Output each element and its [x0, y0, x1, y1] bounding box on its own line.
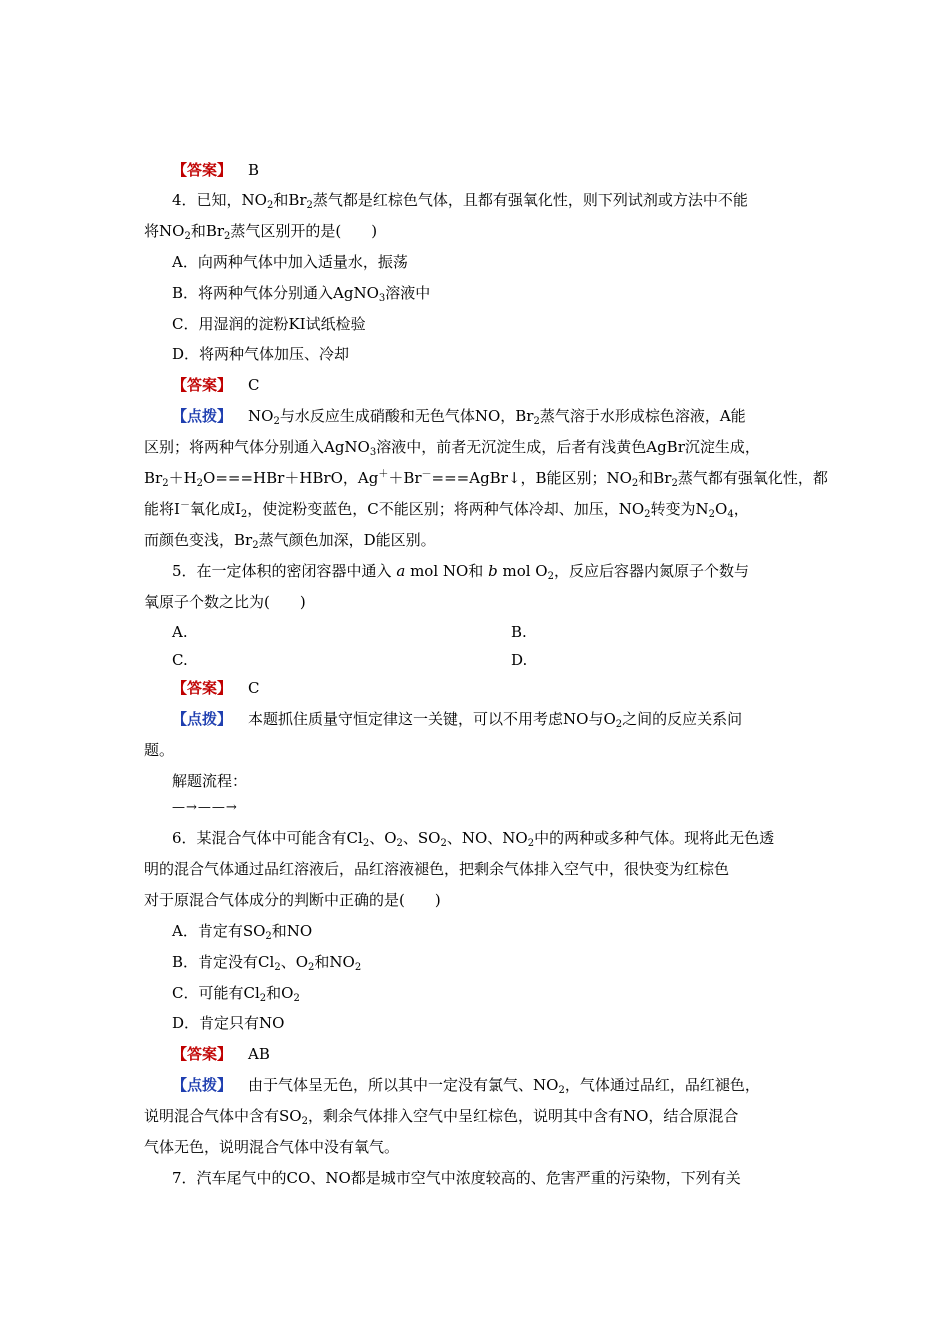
q3-answer-line — [172, 160, 259, 180]
q4-tip-line-2: 区别；将两种气体分别通入AgNO$_3$溶液中，前者无沉淀生成，后者有浅黄色AgBr沉淀生成， — [144, 438, 760, 458]
q6-stem-line-1: 6．某混合气体中可能含有$Cl_2$、$O_2$、$SO_2$、NO、$NO_2$中的两种或多种气体。现将此无色透 — [172, 829, 775, 849]
answer-value: C — [248, 679, 260, 697]
q4-option-b: B．将两种气体分别通入AgNO$_3$溶液中 — [172, 284, 431, 304]
q5-flow-title: 解题流程： — [172, 772, 248, 790]
q6-tip-line-2: 说明混合气体中含有$SO_2$，剩余气体排入空气中呈红棕色，说明其中含有NO，结合原混合 — [144, 1107, 739, 1127]
tip-label: 【点拨】 — [172, 1076, 233, 1094]
q5-tip-line-1: 【点拨】 本题抓住质量守恒定律这一关键，可以不用考虑NO与$O_2$之间的反应关系问 — [172, 710, 743, 730]
q4-option-c: C．用湿润的淀粉KI试纸检验 — [172, 315, 366, 333]
q5-answer-line — [172, 678, 260, 698]
q4-tip-line-5: 而颜色变浅，$Br_2$蒸气颜色加深，D能区别。 — [144, 531, 436, 551]
q5-stem-line-2: 氧原子个数之比为( ) — [144, 593, 306, 611]
answer-label: 【答案】 — [172, 161, 233, 179]
q5-option-c: C. — [172, 651, 188, 669]
answer-label: 【答案】 — [172, 679, 233, 697]
q6-option-b: B．肯定没有$Cl_2$、$O_2$和$NO_2$ — [172, 953, 362, 973]
q4-stem-line-1: 4．已知，$NO_2$和$Br_2$蒸气都是红棕色气体，且都有强氧化性，则下列试剂或方法中不能 — [172, 191, 748, 211]
q4-tip-line-4: 能将I－氧化成$I_2$，使淀粉变蓝色，C不能区别；将两种气体冷却、加压，$NO_2$转变为$N_2O_4$， — [144, 500, 749, 520]
q5-option-a: A. — [172, 623, 188, 641]
q4-tip-line-1: 【点拨】 $NO_2$与水反应生成硝酸和无色气体NO，$Br_2$蒸气溶于水形成棕色溶液，A能 — [172, 407, 746, 427]
tip-label: 【点拨】 — [172, 710, 233, 728]
answer-value: B — [248, 161, 260, 179]
q6-option-c: C．可能有$Cl_2$和$O_2$ — [172, 984, 300, 1004]
q5-tip-line-2: 题。 — [144, 741, 175, 759]
q6-answer-line — [172, 1044, 270, 1064]
q4-answer-line — [172, 375, 260, 395]
q4-option-a: A．向两种气体中加入适量水，振荡 — [172, 253, 408, 271]
q6-stem-line-2: 明的混合气体通过品红溶液后，品红溶液褪色，把剩余气体排入空气中，很快变为红棕色 — [144, 860, 730, 878]
q6-tip-line-3: 气体无色，说明混合气体中没有氧气。 — [144, 1138, 400, 1156]
q7-stem-line-1: 7．汽车尾气中的CO、NO都是城市空气中浓度较高的、危害严重的污染物，下列有关 — [172, 1169, 741, 1187]
answer-value: AB — [248, 1045, 270, 1063]
q6-option-d: D．肯定只有NO — [172, 1014, 285, 1032]
q5-stem-line-1: 5．在一定体积的密闭容器中通入 a mol NO和 b mol $O_2$，反应后容器内氮原子个数与 — [172, 562, 749, 582]
q5-flow-arrows: —→——→ — [172, 800, 238, 815]
q6-tip-line-1: 【点拨】 由于气体呈无色，所以其中一定没有氯气、$NO_2$，气体通过品红，品红褪色， — [172, 1076, 760, 1096]
q5-option-b: B. — [511, 623, 527, 641]
q4-option-d: D．将两种气体加压、冷却 — [172, 345, 350, 363]
tip-label: 【点拨】 — [172, 407, 233, 425]
answer-value: C — [248, 376, 260, 394]
answer-label: 【答案】 — [172, 1045, 233, 1063]
q4-tip-line-3: $Br_2+H_2O===HBr+HBrO$，Ag＋＋Br－===AgBr↓，B能区别；$NO_2$和$Br_2$蒸气都有强氧化性，都 — [144, 469, 828, 489]
q5-option-d: D. — [511, 651, 528, 669]
q6-stem-line-3: 对于原混合气体成分的判断中正确的是( ) — [144, 891, 441, 909]
q6-option-a: A．肯定有$SO_2$和NO — [172, 922, 313, 942]
answer-label: 【答案】 — [172, 376, 233, 394]
q4-stem-line-2: 将$NO_2$和$Br_2$蒸气区别开的是( ) — [144, 222, 378, 242]
